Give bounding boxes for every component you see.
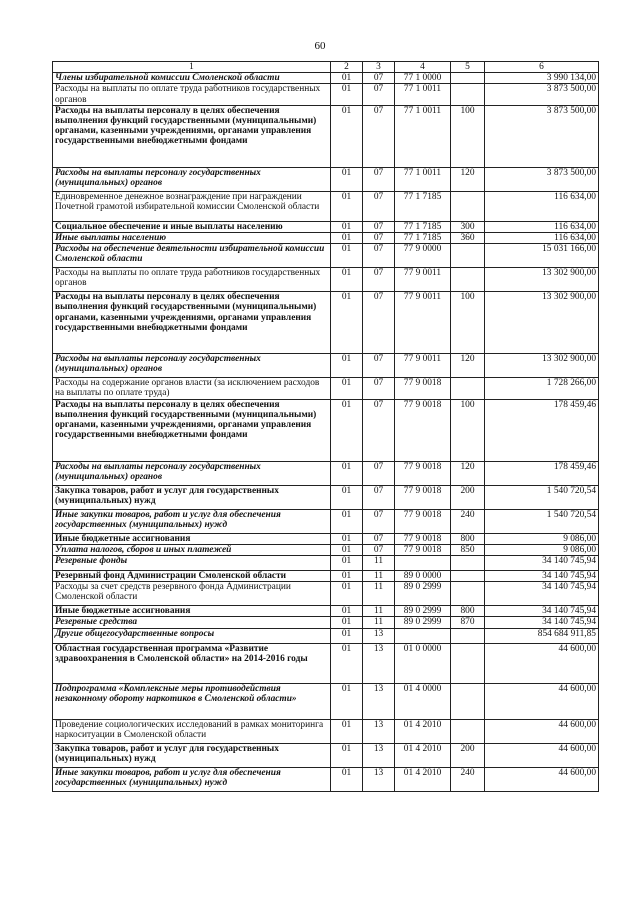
row-expense-type: 200	[451, 485, 485, 509]
row-name: Социальное обеспечение и иные выплаты населению	[53, 221, 331, 232]
row-section: 01	[331, 244, 363, 268]
row-amount: 34 140 745,94	[485, 571, 599, 582]
row-amount: 34 140 745,94	[485, 617, 599, 628]
row-target-code: 77 1 0011	[395, 167, 451, 191]
row-section: 01	[331, 378, 363, 399]
row-subsection: 07	[363, 244, 395, 268]
table-row	[53, 485, 599, 509]
row-target-code: 77 1 0011	[395, 105, 451, 167]
row-name: Резервные фонды	[53, 556, 331, 571]
row-amount: 1 540 720,54	[485, 509, 599, 533]
row-amount: 44 600,00	[485, 643, 599, 683]
row-target-code: 77 1 7185	[395, 233, 451, 244]
table-row	[53, 233, 599, 244]
row-expense-type: 300	[451, 221, 485, 232]
table-row	[53, 628, 599, 643]
table-row	[53, 105, 599, 167]
row-amount: 44 600,00	[485, 743, 599, 767]
row-name: Иные выплаты населению	[53, 233, 331, 244]
row-amount: 44 600,00	[485, 683, 599, 719]
row-amount: 9 086,00	[485, 544, 599, 555]
row-expense-type: 120	[451, 167, 485, 191]
row-section: 01	[331, 767, 363, 791]
row-expense-type	[451, 582, 485, 606]
row-name: Расходы на выплаты персоналу государственных (муниципальных) органов	[53, 461, 331, 485]
row-expense-type: 240	[451, 509, 485, 533]
row-name: Иные закупки товаров, работ и услуг для обеспечения государственных (муниципальных) нужд	[53, 767, 331, 791]
row-subsection: 07	[363, 461, 395, 485]
row-subsection: 07	[363, 191, 395, 221]
row-section: 01	[331, 533, 363, 544]
row-expense-type	[451, 628, 485, 643]
row-subsection: 07	[363, 544, 395, 555]
row-expense-type: 120	[451, 461, 485, 485]
row-expense-type: 870	[451, 617, 485, 628]
row-target-code: 77 1 7185	[395, 191, 451, 221]
row-target-code: 01 4 2010	[395, 719, 451, 743]
row-expense-type	[451, 84, 485, 105]
row-subsection: 13	[363, 683, 395, 719]
row-expense-type: 120	[451, 354, 485, 378]
row-target-code: 89 0 0000	[395, 571, 451, 582]
table-row	[53, 743, 599, 767]
row-amount: 44 600,00	[485, 719, 599, 743]
table-row	[53, 582, 599, 606]
table-row	[53, 533, 599, 544]
table-row	[53, 683, 599, 719]
row-name: Иные бюджетные ассигнования	[53, 606, 331, 617]
table-row	[53, 461, 599, 485]
row-section: 01	[331, 354, 363, 378]
table-row	[53, 84, 599, 105]
row-target-code: 77 9 0018	[395, 461, 451, 485]
row-section: 01	[331, 582, 363, 606]
row-name: Расходы на содержание органов власти (за исключением расходов на выплаты по оплате труда)	[53, 378, 331, 399]
table-row	[53, 167, 599, 191]
row-subsection: 07	[363, 399, 395, 461]
row-name: Иные закупки товаров, работ и услуг для обеспечения государственных (муниципальных) нужд	[53, 509, 331, 533]
table-row	[53, 643, 599, 683]
row-amount: 116 634,00	[485, 191, 599, 221]
row-amount: 13 302 900,00	[485, 292, 599, 354]
header-col-2: 2	[331, 62, 363, 73]
table-row	[53, 509, 599, 533]
row-target-code: 89 0 2999	[395, 617, 451, 628]
row-amount: 3 873 500,00	[485, 105, 599, 167]
row-name: Закупка товаров, работ и услуг для государственных (муниципальных) нужд	[53, 743, 331, 767]
row-subsection: 07	[363, 167, 395, 191]
row-name: Расходы на выплаты персоналу государственных (муниципальных) органов	[53, 354, 331, 378]
row-section: 01	[331, 221, 363, 232]
row-target-code: 77 1 0011	[395, 84, 451, 105]
row-subsection: 07	[363, 84, 395, 105]
row-amount: 15 031 166,00	[485, 244, 599, 268]
table-row	[53, 268, 599, 292]
row-subsection: 11	[363, 571, 395, 582]
row-section: 01	[331, 544, 363, 555]
row-target-code: 77 9 0018	[395, 485, 451, 509]
row-name: Расходы за счет средств резервного фонда Администрации Смоленской области	[53, 582, 331, 606]
row-target-code	[395, 628, 451, 643]
row-expense-type	[451, 378, 485, 399]
row-expense-type: 240	[451, 767, 485, 791]
row-expense-type: 800	[451, 606, 485, 617]
row-section: 01	[331, 485, 363, 509]
row-name: Расходы на обеспечение деятельности избирательной комиссии Смоленской области	[53, 244, 331, 268]
row-subsection: 13	[363, 643, 395, 683]
table-row	[53, 544, 599, 555]
row-name: Резервные средства	[53, 617, 331, 628]
row-section: 01	[331, 84, 363, 105]
row-subsection: 07	[363, 378, 395, 399]
row-section: 01	[331, 606, 363, 617]
row-name: Подпрограмма «Комплексные меры противодействия незаконному обороту наркотиков в Смоленской области»	[53, 683, 331, 719]
row-section: 01	[331, 233, 363, 244]
row-subsection: 11	[363, 617, 395, 628]
table-row	[53, 606, 599, 617]
row-name: Расходы на выплаты по оплате труда работников государственных органов	[53, 268, 331, 292]
row-section: 01	[331, 191, 363, 221]
row-expense-type: 100	[451, 399, 485, 461]
row-subsection: 07	[363, 292, 395, 354]
row-expense-type	[451, 244, 485, 268]
row-expense-type: 200	[451, 743, 485, 767]
row-section: 01	[331, 556, 363, 571]
row-name: Расходы на выплаты персоналу в целях обеспечения выполнения функций государственными (муниципальными) органами, казенными учреждениями, органами управления государственными внебюджетными фондами	[53, 292, 331, 354]
row-target-code: 01 4 2010	[395, 767, 451, 791]
row-subsection: 07	[363, 533, 395, 544]
row-amount: 34 140 745,94	[485, 606, 599, 617]
row-amount: 3 873 500,00	[485, 84, 599, 105]
row-expense-type	[451, 683, 485, 719]
table-row	[53, 73, 599, 84]
row-subsection: 07	[363, 485, 395, 509]
row-amount: 13 302 900,00	[485, 354, 599, 378]
row-subsection: 13	[363, 767, 395, 791]
table-row	[53, 399, 599, 461]
row-expense-type: 850	[451, 544, 485, 555]
row-target-code: 77 1 7185	[395, 221, 451, 232]
row-name: Уплата налогов, сборов и иных платежей	[53, 544, 331, 555]
row-amount: 116 634,00	[485, 221, 599, 232]
row-target-code: 89 0 2999	[395, 606, 451, 617]
row-subsection: 13	[363, 719, 395, 743]
row-section: 01	[331, 643, 363, 683]
row-section: 01	[331, 509, 363, 533]
table-row	[53, 767, 599, 791]
row-expense-type	[451, 719, 485, 743]
row-amount: 13 302 900,00	[485, 268, 599, 292]
row-subsection: 13	[363, 628, 395, 643]
row-name: Проведение социологических исследований в рамках мониторинга наркоситуации в Смоленской области	[53, 719, 331, 743]
row-amount: 9 086,00	[485, 533, 599, 544]
table-row	[53, 719, 599, 743]
row-target-code: 77 9 0018	[395, 533, 451, 544]
header-col-1: 1	[53, 62, 331, 73]
row-section: 01	[331, 461, 363, 485]
row-target-code: 01 4 0000	[395, 683, 451, 719]
header-row	[53, 62, 599, 73]
row-amount: 116 634,00	[485, 233, 599, 244]
row-subsection: 07	[363, 354, 395, 378]
row-expense-type	[451, 571, 485, 582]
row-amount: 178 459,46	[485, 399, 599, 461]
row-name: Расходы на выплаты персоналу в целях обеспечения выполнения функций государственными (муниципальными) органами, казенными учреждениями, органами управления государственными внебюджетными фондами	[53, 105, 331, 167]
row-name: Другие общегосударственные вопросы	[53, 628, 331, 643]
row-section: 01	[331, 571, 363, 582]
row-target-code: 77 1 0000	[395, 73, 451, 84]
row-target-code: 01 0 0000	[395, 643, 451, 683]
row-section: 01	[331, 719, 363, 743]
table-row	[53, 617, 599, 628]
row-name: Расходы на выплаты персоналу в целях обеспечения выполнения функций государственными (муниципальными) органами, казенными учреждениями, органами управления государственными внебюджетными фондами	[53, 399, 331, 461]
row-amount: 3 873 500,00	[485, 167, 599, 191]
header-col-6: 6	[485, 62, 599, 73]
row-subsection: 11	[363, 606, 395, 617]
row-expense-type: 100	[451, 105, 485, 167]
row-amount: 44 600,00	[485, 767, 599, 791]
row-section: 01	[331, 268, 363, 292]
row-target-code: 77 9 0018	[395, 378, 451, 399]
header-col-3: 3	[363, 62, 395, 73]
row-target-code: 77 9 0011	[395, 268, 451, 292]
table-row	[53, 378, 599, 399]
row-section: 01	[331, 628, 363, 643]
row-subsection: 07	[363, 233, 395, 244]
row-amount: 34 140 745,94	[485, 582, 599, 606]
row-target-code: 89 0 2999	[395, 582, 451, 606]
row-target-code: 77 9 0011	[395, 292, 451, 354]
row-section: 01	[331, 167, 363, 191]
row-target-code: 77 9 0018	[395, 509, 451, 533]
row-amount: 854 684 911,85	[485, 628, 599, 643]
row-subsection: 07	[363, 73, 395, 84]
row-expense-type: 100	[451, 292, 485, 354]
row-expense-type	[451, 643, 485, 683]
table-row	[53, 556, 599, 571]
row-expense-type: 800	[451, 533, 485, 544]
table-row	[53, 292, 599, 354]
row-section: 01	[331, 292, 363, 354]
row-name: Расходы на выплаты по оплате труда работников государственных органов	[53, 84, 331, 105]
row-target-code: 77 9 0000	[395, 244, 451, 268]
row-section: 01	[331, 73, 363, 84]
table-row	[53, 191, 599, 221]
row-section: 01	[331, 683, 363, 719]
row-expense-type	[451, 556, 485, 571]
row-subsection: 07	[363, 268, 395, 292]
row-name: Резервный фонд Администрации Смоленской области	[53, 571, 331, 582]
row-target-code: 01 4 2010	[395, 743, 451, 767]
row-amount: 3 990 134,00	[485, 73, 599, 84]
row-expense-type	[451, 73, 485, 84]
row-name: Иные бюджетные ассигнования	[53, 533, 331, 544]
row-amount: 178 459,46	[485, 461, 599, 485]
row-name: Областная государственная программа «Развитие здравоохранения в Смоленской области» на 2014-2016 годы	[53, 643, 331, 683]
row-section: 01	[331, 617, 363, 628]
row-name: Единовременное денежное вознаграждение при награждении Почетной грамотой избирательной комиссии Смоленской области	[53, 191, 331, 221]
row-section: 01	[331, 743, 363, 767]
row-expense-type	[451, 191, 485, 221]
row-amount: 1 540 720,54	[485, 485, 599, 509]
header-col-5: 5	[451, 62, 485, 73]
row-subsection: 13	[363, 743, 395, 767]
table-row	[53, 571, 599, 582]
row-name: Члены избирательной комиссии Смоленской области	[53, 73, 331, 84]
row-name: Закупка товаров, работ и услуг для государственных (муниципальных) нужд	[53, 485, 331, 509]
budget-table	[52, 61, 599, 792]
row-expense-type: 360	[451, 233, 485, 244]
row-target-code: 77 9 0018	[395, 544, 451, 555]
row-subsection: 07	[363, 509, 395, 533]
table-row	[53, 221, 599, 232]
table-row	[53, 354, 599, 378]
row-section: 01	[331, 399, 363, 461]
row-subsection: 07	[363, 105, 395, 167]
table-row	[53, 244, 599, 268]
page-number: 60	[314, 40, 326, 52]
row-target-code	[395, 556, 451, 571]
row-name: Расходы на выплаты персоналу государственных (муниципальных) органов	[53, 167, 331, 191]
row-subsection: 07	[363, 221, 395, 232]
row-target-code: 77 9 0018	[395, 399, 451, 461]
row-section: 01	[331, 105, 363, 167]
row-expense-type	[451, 268, 485, 292]
row-amount: 1 728 266,00	[485, 378, 599, 399]
row-amount: 34 140 745,94	[485, 556, 599, 571]
row-subsection: 11	[363, 582, 395, 606]
header-col-4: 4	[395, 62, 451, 73]
row-target-code: 77 9 0011	[395, 354, 451, 378]
row-subsection: 11	[363, 556, 395, 571]
